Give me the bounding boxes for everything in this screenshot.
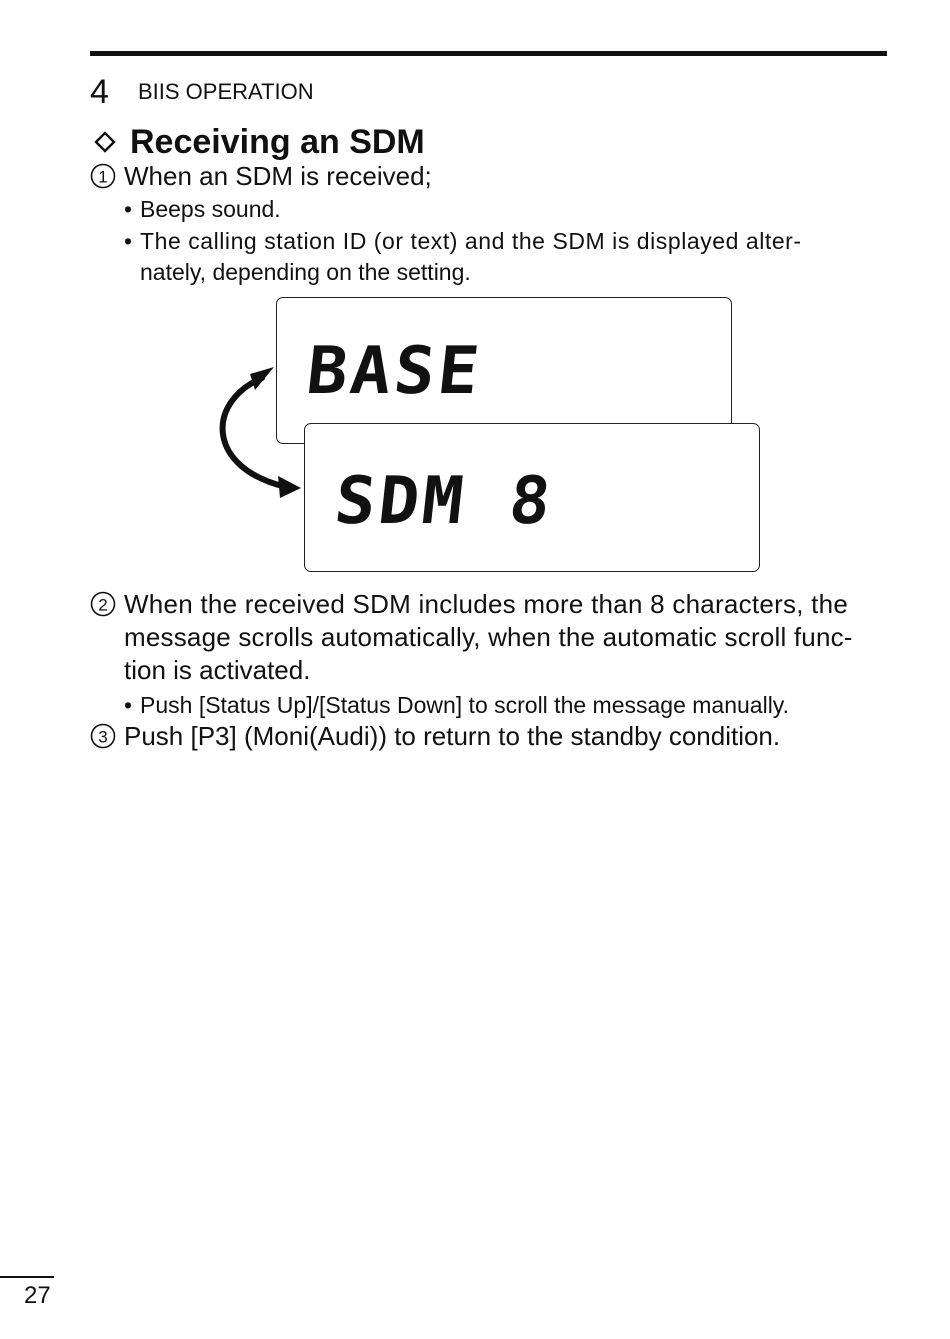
step-number-circle-icon xyxy=(90,723,116,749)
list-item xyxy=(124,226,886,257)
bullet-text: The calling station ID (or text) and the SDM is displayed alter- xyxy=(140,228,802,254)
step-number-circle-icon xyxy=(90,163,116,189)
bullet-text: Push [Status Up]/[Status Down] to scroll the message manually. xyxy=(140,692,789,718)
lcd-text-sdm: SDM 8 xyxy=(331,463,558,540)
step-3-text: Push [P3] (Moni(Audi)) to return to the standby condition. xyxy=(124,721,781,751)
two-way-curved-arrow-icon xyxy=(200,290,770,580)
page-number: 27 xyxy=(24,1282,51,1309)
lcd-text-base: BASE xyxy=(303,333,486,410)
step-number-circle-icon xyxy=(90,591,116,617)
svg-text:3: 3 xyxy=(98,727,108,747)
svg-text:1: 1 xyxy=(98,167,108,187)
bullet-dot: • xyxy=(124,692,133,718)
step-1-text: When an SDM is received; xyxy=(124,161,432,191)
step-2-line-3: tion is activated. xyxy=(124,655,311,685)
list-item xyxy=(124,690,886,721)
top-rule xyxy=(90,51,887,56)
bullet-text: nately, depending on the setting. xyxy=(140,259,471,285)
bullet-dot: • xyxy=(124,228,133,254)
step-2-line-1: When the received SDM includes more than 8 characters, the xyxy=(124,589,849,619)
step-2-line-2: message scrolls automatically, when the automatic scroll func- xyxy=(124,622,853,652)
chapter-number: 4 xyxy=(90,73,109,111)
chapter-title: BIIS OPERATION xyxy=(138,79,314,104)
list-item xyxy=(124,194,886,225)
lcd-display-figure xyxy=(200,290,770,580)
bullet-text: Beeps sound. xyxy=(140,196,281,222)
footer-rule xyxy=(0,1276,54,1278)
svg-text:2: 2 xyxy=(98,595,108,615)
diamond-outline-icon xyxy=(94,131,116,153)
list-item-continuation xyxy=(124,257,886,288)
bullet-dot: • xyxy=(124,196,133,222)
section-title: Receiving an SDM xyxy=(130,123,425,161)
